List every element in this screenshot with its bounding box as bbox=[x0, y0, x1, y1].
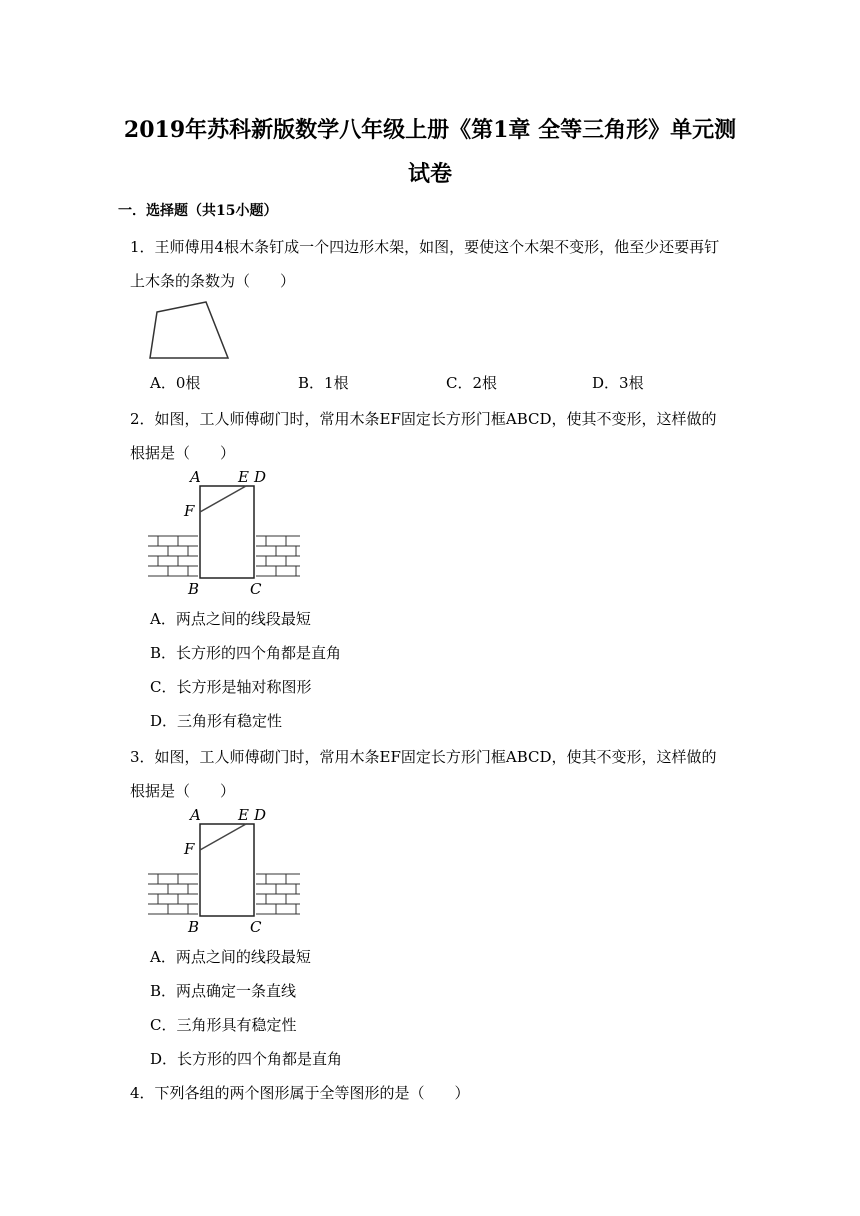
page-title bbox=[110, 108, 750, 196]
q2-option-c[interactable]: C．长方形是轴对称图形 bbox=[150, 678, 312, 696]
label-a: A bbox=[190, 468, 201, 486]
question-4: 4．下列各组的两个图形属于全等图形的是（ ） bbox=[130, 1084, 470, 1102]
label-c: C bbox=[250, 918, 262, 934]
option-c[interactable]: C．2根 bbox=[446, 374, 498, 392]
label-b: B bbox=[188, 918, 200, 934]
label-d: D bbox=[254, 806, 267, 824]
label-c: C bbox=[250, 580, 262, 596]
option-a[interactable]: A．0根 bbox=[150, 374, 201, 392]
question-2: 2．如图，工人师傅砌门时，常用木条EF固定长方形门框ABCD，使其不变形，这样做的根据是（ ） bbox=[130, 410, 717, 462]
q2-option-d[interactable]: D．三角形有稳定性 bbox=[150, 712, 283, 730]
label-b: B bbox=[188, 580, 200, 596]
option-d[interactable]: D．3根 bbox=[592, 374, 644, 392]
q3-option-c[interactable]: C．三角形具有稳定性 bbox=[150, 1016, 297, 1034]
label-f: F bbox=[184, 502, 195, 520]
label-a: A bbox=[190, 806, 201, 824]
label-e: E bbox=[238, 468, 249, 486]
label-e: E bbox=[238, 806, 249, 824]
question-1: 1．王师傅用4根木条钉成一个四边形木架，如图，要使这个木架不变形，他至少还要再钉上木条的条数为（ ） bbox=[130, 238, 720, 290]
q3-option-b[interactable]: B．两点确定一条直线 bbox=[150, 982, 297, 1000]
q3-option-d[interactable]: D．长方形的四个角都是直角 bbox=[150, 1050, 343, 1068]
section-heading: 一．选择题（共15小题） bbox=[118, 203, 278, 219]
door-frame-figure bbox=[146, 466, 302, 596]
option-b[interactable]: B．1根 bbox=[298, 374, 349, 392]
door-frame-figure-2 bbox=[146, 804, 302, 934]
question-3: 3．如图，工人师傅砌门时，常用木条EF固定长方形门框ABCD，使其不变形，这样做的根据是（ ） bbox=[130, 748, 717, 800]
label-f: F bbox=[184, 840, 195, 858]
title-line-2: 试卷 bbox=[407, 161, 452, 187]
q2-option-b[interactable]: B．长方形的四个角都是直角 bbox=[150, 644, 342, 662]
quadrilateral-figure bbox=[146, 300, 236, 364]
title-line-1: 2019年苏科新版数学八年级上册《第1章 全等三角形》单元测 bbox=[123, 117, 737, 143]
q2-option-a[interactable]: A．两点之间的线段最短 bbox=[150, 610, 311, 628]
q3-option-a[interactable]: A．两点之间的线段最短 bbox=[150, 948, 311, 966]
label-d: D bbox=[254, 468, 267, 486]
